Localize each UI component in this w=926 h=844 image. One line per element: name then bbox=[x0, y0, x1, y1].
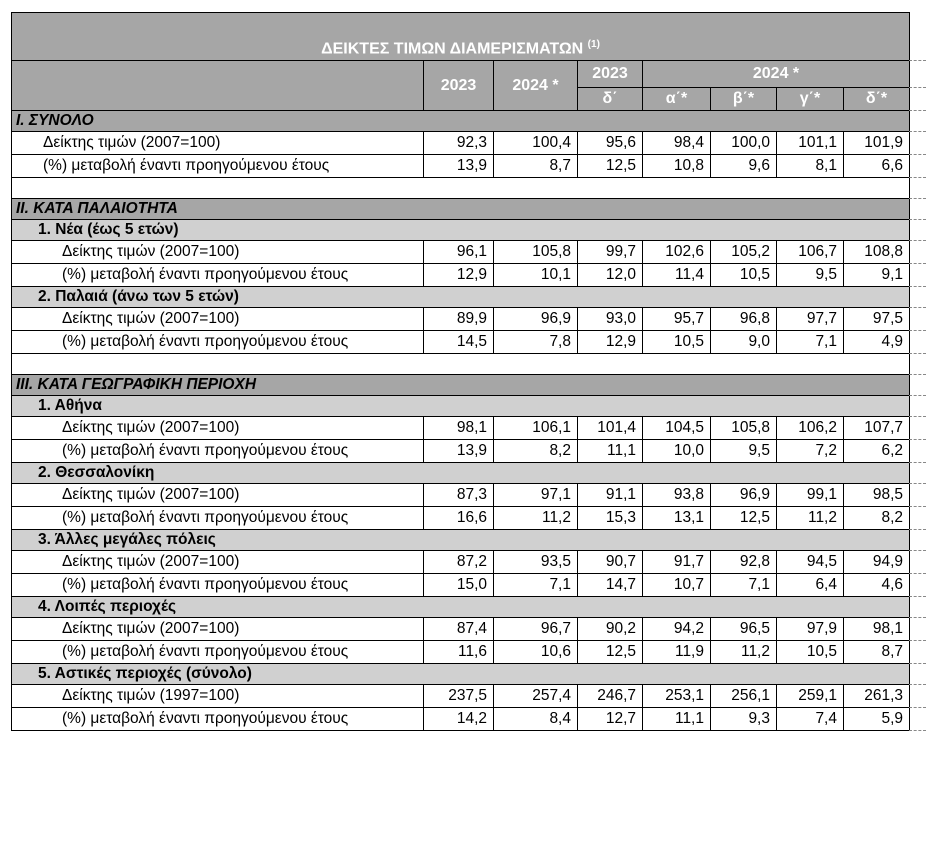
value-cell: 6,2 bbox=[844, 440, 910, 463]
header-2023-quarter-year: 2023 bbox=[578, 61, 643, 88]
quarter-header: δ΄ bbox=[578, 88, 643, 111]
value-cell: 8,7 bbox=[494, 155, 578, 178]
value-cell: 12,7 bbox=[578, 708, 643, 731]
edge-guide-line bbox=[909, 198, 926, 199]
group-title: 1. Νέα (έως 5 ετών) bbox=[12, 220, 910, 241]
value-cell: 256,1 bbox=[711, 685, 777, 708]
data-row bbox=[12, 331, 910, 354]
value-cell: 237,5 bbox=[424, 685, 494, 708]
value-cell: 105,8 bbox=[711, 417, 777, 440]
edge-guide-line bbox=[909, 330, 926, 331]
value-cell: 94,5 bbox=[777, 551, 844, 574]
row-label: (%) μεταβολή έναντι προηγούμενου έτους bbox=[12, 331, 424, 354]
table-body bbox=[12, 111, 910, 731]
group-header-row bbox=[12, 597, 910, 618]
value-cell: 253,1 bbox=[643, 685, 711, 708]
value-cell: 12,5 bbox=[578, 641, 643, 664]
value-cell: 93,8 bbox=[643, 484, 711, 507]
data-row bbox=[12, 264, 910, 287]
value-cell: 12,5 bbox=[711, 507, 777, 530]
edge-guide-line bbox=[909, 506, 926, 507]
value-cell: 99,1 bbox=[777, 484, 844, 507]
data-row bbox=[12, 708, 910, 731]
value-cell: 12,9 bbox=[424, 264, 494, 287]
value-cell: 9,6 bbox=[711, 155, 777, 178]
group-title: 3. Άλλες μεγάλες πόλεις bbox=[12, 530, 910, 551]
spacer-cell bbox=[12, 354, 910, 375]
value-cell: 96,9 bbox=[494, 308, 578, 331]
value-cell: 7,4 bbox=[777, 708, 844, 731]
data-row bbox=[12, 507, 910, 530]
section-header-row bbox=[12, 111, 910, 132]
value-cell: 5,9 bbox=[844, 708, 910, 731]
data-row bbox=[12, 685, 910, 708]
value-cell: 92,8 bbox=[711, 551, 777, 574]
row-label: (%) μεταβολή έναντι προηγούμενου έτους bbox=[12, 574, 424, 597]
row-label: Δείκτης τιμών (2007=100) bbox=[12, 308, 424, 331]
value-cell: 99,7 bbox=[578, 241, 643, 264]
row-label: Δείκτης τιμών (2007=100) bbox=[12, 132, 424, 155]
value-cell: 8,2 bbox=[494, 440, 578, 463]
value-cell: 8,1 bbox=[777, 155, 844, 178]
value-cell: 105,8 bbox=[494, 241, 578, 264]
quarter-header: γ΄* bbox=[777, 88, 844, 111]
value-cell: 15,0 bbox=[424, 574, 494, 597]
value-cell: 87,2 bbox=[424, 551, 494, 574]
value-cell: 91,7 bbox=[643, 551, 711, 574]
data-row bbox=[12, 308, 910, 331]
value-cell: 101,4 bbox=[578, 417, 643, 440]
value-cell: 106,1 bbox=[494, 417, 578, 440]
value-cell: 9,5 bbox=[777, 264, 844, 287]
spacer-cell bbox=[12, 178, 910, 199]
edge-guide-line bbox=[909, 395, 926, 396]
edge-guide-line bbox=[909, 684, 926, 685]
value-cell: 7,1 bbox=[777, 331, 844, 354]
edge-guide-line bbox=[909, 550, 926, 551]
title-row bbox=[12, 13, 910, 61]
edge-guide-line bbox=[909, 60, 926, 61]
label-header bbox=[12, 61, 424, 111]
row-label: (%) μεταβολή έναντι προηγούμενου έτους bbox=[12, 708, 424, 731]
spacer-row bbox=[12, 178, 910, 199]
value-cell: 102,6 bbox=[643, 241, 711, 264]
row-label: Δείκτης τιμών (2007=100) bbox=[12, 618, 424, 641]
data-row bbox=[12, 440, 910, 463]
value-cell: 106,2 bbox=[777, 417, 844, 440]
section-title: III. ΚΑΤΑ ΓΕΩΓΡΑΦΙΚΗ ΠΕΡΙΟΧΗ bbox=[12, 375, 910, 396]
value-cell: 105,2 bbox=[711, 241, 777, 264]
value-cell: 87,4 bbox=[424, 618, 494, 641]
edge-guide-line bbox=[909, 286, 926, 287]
value-cell: 96,9 bbox=[711, 484, 777, 507]
value-cell: 87,3 bbox=[424, 484, 494, 507]
row-label: Δείκτης τιμών (2007=100) bbox=[12, 551, 424, 574]
quarter-header: β΄* bbox=[711, 88, 777, 111]
value-cell: 13,1 bbox=[643, 507, 711, 530]
section-header-row bbox=[12, 375, 910, 396]
value-cell: 10,5 bbox=[777, 641, 844, 664]
value-cell: 98,5 bbox=[844, 484, 910, 507]
data-row bbox=[12, 618, 910, 641]
value-cell: 106,7 bbox=[777, 241, 844, 264]
value-cell: 12,5 bbox=[578, 155, 643, 178]
edge-guide-line bbox=[909, 219, 926, 220]
row-label: Δείκτης τιμών (2007=100) bbox=[12, 417, 424, 440]
value-cell: 92,3 bbox=[424, 132, 494, 155]
value-cell: 14,7 bbox=[578, 574, 643, 597]
group-title: 2. Παλαιά (άνω των 5 ετών) bbox=[12, 287, 910, 308]
edge-guide-line bbox=[909, 617, 926, 618]
value-cell: 11,4 bbox=[643, 264, 711, 287]
value-cell: 108,8 bbox=[844, 241, 910, 264]
value-cell: 94,2 bbox=[643, 618, 711, 641]
group-header-row bbox=[12, 220, 910, 241]
row-label: (%) μεταβολή έναντι προηγούμενου έτους bbox=[12, 155, 424, 178]
edge-guide-line bbox=[909, 131, 926, 132]
header-2024-quarter-year: 2024 * bbox=[643, 61, 910, 88]
value-cell: 91,1 bbox=[578, 484, 643, 507]
value-cell: 14,5 bbox=[424, 331, 494, 354]
value-cell: 93,0 bbox=[578, 308, 643, 331]
value-cell: 95,6 bbox=[578, 132, 643, 155]
data-row bbox=[12, 574, 910, 597]
header-2023: 2023 bbox=[424, 61, 494, 111]
value-cell: 11,2 bbox=[494, 507, 578, 530]
value-cell: 11,1 bbox=[643, 708, 711, 731]
value-cell: 4,6 bbox=[844, 574, 910, 597]
edge-guide-line bbox=[909, 462, 926, 463]
title-footnote: (1) bbox=[587, 38, 600, 50]
value-cell: 97,7 bbox=[777, 308, 844, 331]
price-index-table bbox=[11, 12, 910, 731]
edge-guide-line bbox=[909, 730, 926, 731]
value-cell: 12,0 bbox=[578, 264, 643, 287]
edge-guide-line bbox=[909, 663, 926, 664]
value-cell: 15,3 bbox=[578, 507, 643, 530]
row-label: Δείκτης τιμών (2007=100) bbox=[12, 241, 424, 264]
value-cell: 12,9 bbox=[578, 331, 643, 354]
value-cell: 96,8 bbox=[711, 308, 777, 331]
value-cell: 97,9 bbox=[777, 618, 844, 641]
value-cell: 96,7 bbox=[494, 618, 578, 641]
edge-guide-line bbox=[909, 263, 926, 264]
section-header-row bbox=[12, 199, 910, 220]
value-cell: 100,4 bbox=[494, 132, 578, 155]
value-cell: 97,5 bbox=[844, 308, 910, 331]
value-cell: 98,1 bbox=[844, 618, 910, 641]
edge-guide-line bbox=[909, 707, 926, 708]
value-cell: 259,1 bbox=[777, 685, 844, 708]
value-cell: 13,9 bbox=[424, 155, 494, 178]
data-row bbox=[12, 417, 910, 440]
value-cell: 261,3 bbox=[844, 685, 910, 708]
group-header-row bbox=[12, 664, 910, 685]
value-cell: 101,9 bbox=[844, 132, 910, 155]
value-cell: 93,5 bbox=[494, 551, 578, 574]
row-label: Δείκτης τιμών (1997=100) bbox=[12, 685, 424, 708]
table-title bbox=[12, 13, 910, 61]
edge-guide-line bbox=[909, 87, 926, 88]
value-cell: 8,4 bbox=[494, 708, 578, 731]
value-cell: 94,9 bbox=[844, 551, 910, 574]
value-cell: 89,9 bbox=[424, 308, 494, 331]
value-cell: 7,1 bbox=[494, 574, 578, 597]
value-cell: 104,5 bbox=[643, 417, 711, 440]
value-cell: 10,0 bbox=[643, 440, 711, 463]
data-row bbox=[12, 484, 910, 507]
value-cell: 11,2 bbox=[711, 641, 777, 664]
value-cell: 246,7 bbox=[578, 685, 643, 708]
value-cell: 11,9 bbox=[643, 641, 711, 664]
row-label: (%) μεταβολή έναντι προηγούμενου έτους bbox=[12, 507, 424, 530]
edge-guide-line bbox=[909, 177, 926, 178]
edge-guide-line bbox=[909, 416, 926, 417]
value-cell: 101,1 bbox=[777, 132, 844, 155]
data-row bbox=[12, 241, 910, 264]
edge-guide-line bbox=[909, 439, 926, 440]
value-cell: 16,6 bbox=[424, 507, 494, 530]
value-cell: 10,7 bbox=[643, 574, 711, 597]
value-cell: 13,9 bbox=[424, 440, 494, 463]
value-cell: 90,7 bbox=[578, 551, 643, 574]
value-cell: 90,2 bbox=[578, 618, 643, 641]
row-label: (%) μεταβολή έναντι προηγούμενου έτους bbox=[12, 641, 424, 664]
quarter-header: δ΄* bbox=[844, 88, 910, 111]
row-label: (%) μεταβολή έναντι προηγούμενου έτους bbox=[12, 264, 424, 287]
group-header-row bbox=[12, 530, 910, 551]
value-cell: 98,1 bbox=[424, 417, 494, 440]
value-cell: 11,1 bbox=[578, 440, 643, 463]
value-cell: 10,6 bbox=[494, 641, 578, 664]
year-header-row bbox=[12, 61, 910, 88]
row-label: Δείκτης τιμών (2007=100) bbox=[12, 484, 424, 507]
data-row bbox=[12, 132, 910, 155]
section-title: I. ΣΥΝΟΛΟ bbox=[12, 111, 910, 132]
value-cell: 6,6 bbox=[844, 155, 910, 178]
edge-guide-line bbox=[909, 596, 926, 597]
value-cell: 14,2 bbox=[424, 708, 494, 731]
value-cell: 7,1 bbox=[711, 574, 777, 597]
value-cell: 257,4 bbox=[494, 685, 578, 708]
spacer-row bbox=[12, 354, 910, 375]
group-header-row bbox=[12, 287, 910, 308]
value-cell: 96,1 bbox=[424, 241, 494, 264]
value-cell: 11,2 bbox=[777, 507, 844, 530]
value-cell: 6,4 bbox=[777, 574, 844, 597]
value-cell: 9,0 bbox=[711, 331, 777, 354]
edge-guide-line bbox=[909, 240, 926, 241]
value-cell: 10,1 bbox=[494, 264, 578, 287]
value-cell: 95,7 bbox=[643, 308, 711, 331]
value-cell: 97,1 bbox=[494, 484, 578, 507]
value-cell: 10,8 bbox=[643, 155, 711, 178]
value-cell: 4,9 bbox=[844, 331, 910, 354]
value-cell: 11,6 bbox=[424, 641, 494, 664]
value-cell: 7,8 bbox=[494, 331, 578, 354]
group-title: 5. Αστικές περιοχές (σύνολο) bbox=[12, 664, 910, 685]
group-header-row bbox=[12, 396, 910, 417]
value-cell: 9,5 bbox=[711, 440, 777, 463]
value-cell: 9,3 bbox=[711, 708, 777, 731]
header-2024: 2024 * bbox=[494, 61, 578, 111]
edge-guide-line bbox=[909, 110, 926, 111]
value-cell: 98,4 bbox=[643, 132, 711, 155]
value-cell: 100,0 bbox=[711, 132, 777, 155]
group-title: 1. Αθήνα bbox=[12, 396, 910, 417]
section-title: II. ΚΑΤΑ ΠΑΛΑΙΟΤΗΤΑ bbox=[12, 199, 910, 220]
value-cell: 8,2 bbox=[844, 507, 910, 530]
value-cell: 107,7 bbox=[844, 417, 910, 440]
group-title: 2. Θεσσαλονίκη bbox=[12, 463, 910, 484]
edge-guide-line bbox=[909, 353, 926, 354]
quarter-header: α΄* bbox=[643, 88, 711, 111]
table-title-text: ΔΕΙΚΤΕΣ ΤΙΜΩΝ ΔΙΑΜΕΡΙΣΜΑΤΩΝ bbox=[321, 40, 584, 57]
edge-guide-line bbox=[909, 483, 926, 484]
edge-guide-line bbox=[909, 307, 926, 308]
value-cell: 96,5 bbox=[711, 618, 777, 641]
value-cell: 10,5 bbox=[711, 264, 777, 287]
edge-guide-line bbox=[909, 573, 926, 574]
data-row bbox=[12, 155, 910, 178]
edge-guide-line bbox=[909, 374, 926, 375]
value-cell: 8,7 bbox=[844, 641, 910, 664]
value-cell: 9,1 bbox=[844, 264, 910, 287]
data-row bbox=[12, 641, 910, 664]
value-cell: 10,5 bbox=[643, 331, 711, 354]
value-cell: 7,2 bbox=[777, 440, 844, 463]
edge-guide-line bbox=[909, 640, 926, 641]
edge-guide-line bbox=[909, 529, 926, 530]
data-row bbox=[12, 551, 910, 574]
group-header-row bbox=[12, 463, 910, 484]
group-title: 4. Λοιπές περιοχές bbox=[12, 597, 910, 618]
edge-guide-line bbox=[909, 154, 926, 155]
row-label: (%) μεταβολή έναντι προηγούμενου έτους bbox=[12, 440, 424, 463]
